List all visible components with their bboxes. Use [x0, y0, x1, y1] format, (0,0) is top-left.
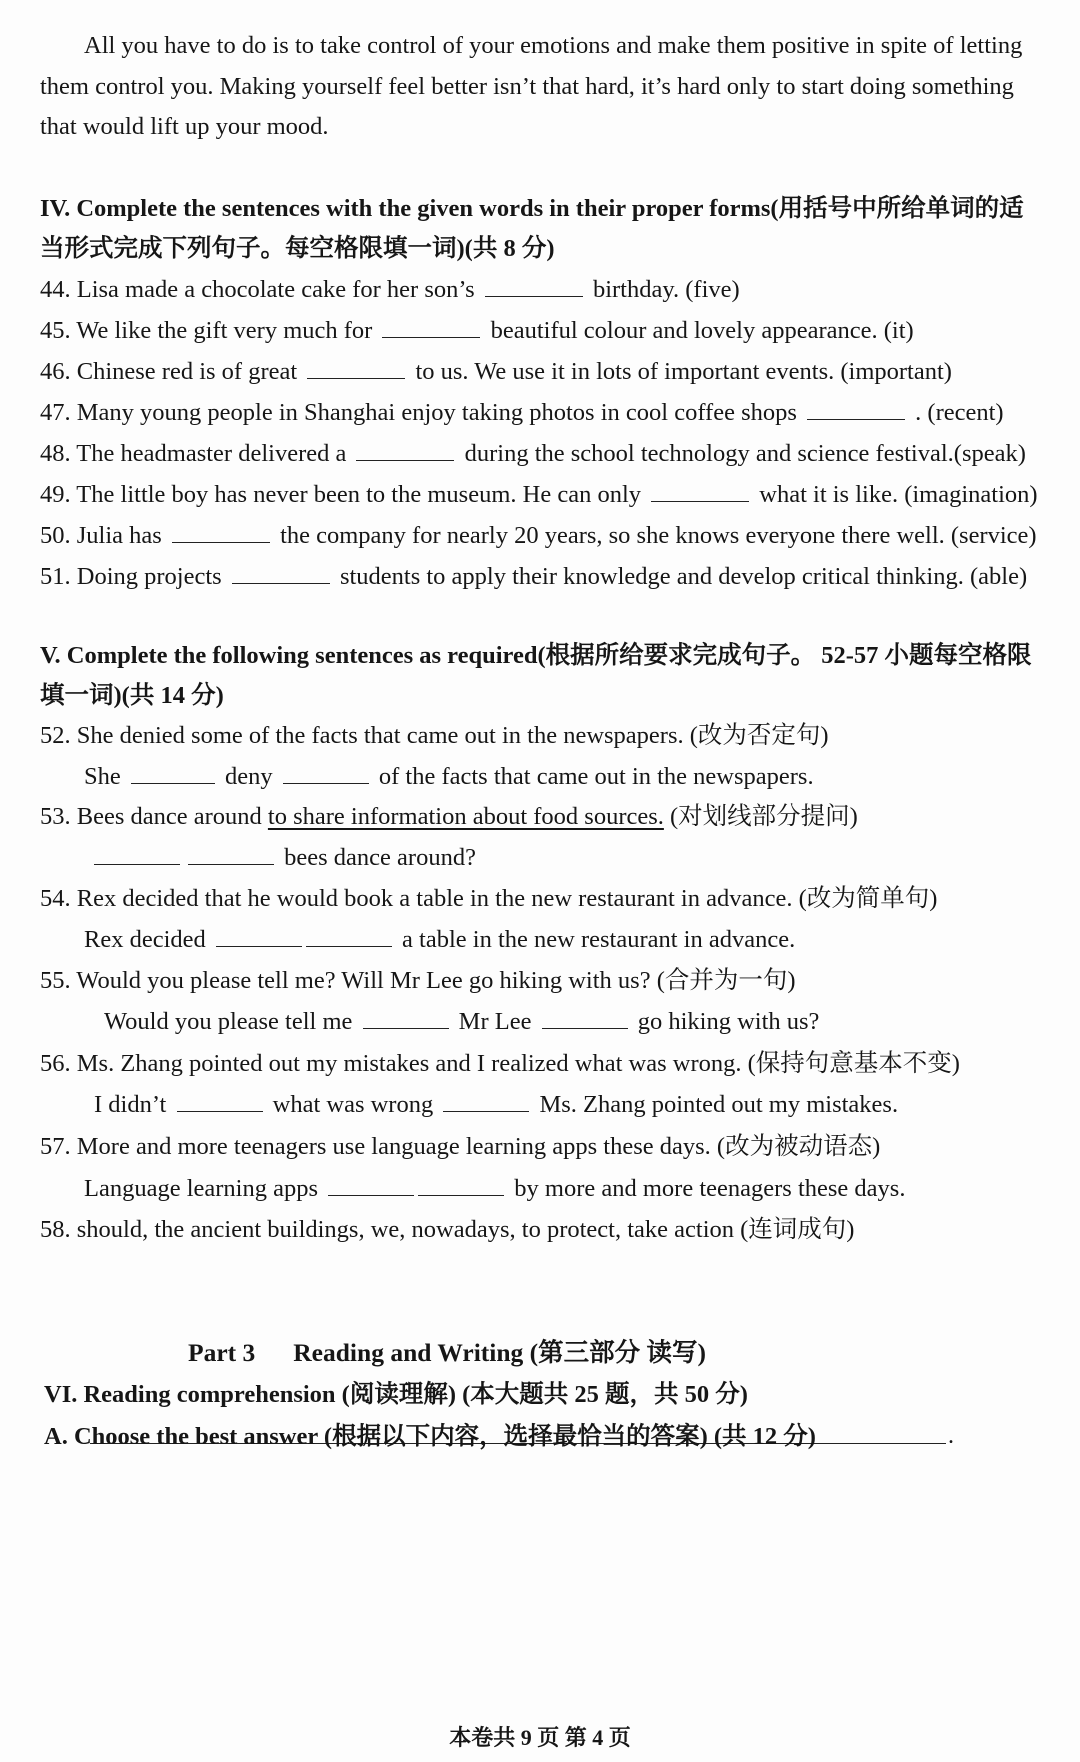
- answer-53-part-1: bees dance around?: [284, 844, 476, 871]
- question-44: [40, 273, 740, 307]
- question-46-text: 46. Chinese red is of great: [40, 358, 298, 385]
- answer-blank-53b[interactable]: [188, 844, 274, 865]
- section-6-heading: VI. Reading comprehension (阅读理解) (本大题共 25 题，共 50 分): [44, 1381, 748, 1408]
- part-3-heading: [188, 1336, 706, 1370]
- answer-56-part-2: what was wrong: [272, 1091, 434, 1118]
- answer-53: [94, 841, 476, 875]
- question-46: [40, 355, 952, 389]
- question-49-text: 49. The little boy has never been to the museum. He can only: [40, 481, 642, 508]
- passage-line-2: them control you. Making yourself feel better isn’t that hard, it’s hard only to start doing something: [40, 73, 1014, 100]
- question-47: [40, 396, 1004, 430]
- answer-52-part-1: She: [84, 763, 121, 790]
- answer-blank-53a[interactable]: [94, 844, 180, 865]
- answer-blank-57a[interactable]: [328, 1175, 414, 1196]
- answer-55: [104, 1005, 819, 1039]
- question-45-text: 45. We like the gift very much for: [40, 317, 373, 344]
- answer-55-part-3: go hiking with us?: [637, 1008, 820, 1035]
- question-58: 58. should, the ancient buildings, we, nowadays, to protect, take action (连词成句): [40, 1216, 855, 1243]
- question-51-text: 51. Doing projects: [40, 563, 222, 590]
- answer-56: [94, 1088, 898, 1122]
- question-48-hint: during the school technology and science festival.(speak): [464, 440, 1026, 467]
- answer-55-part-2: Mr Lee: [458, 1008, 532, 1035]
- answer-58-end-mark: .: [948, 1423, 954, 1449]
- question-54: 54. Rex decided that he would book a table in the new restaurant in advance. (改为简单句): [40, 885, 938, 912]
- page-footer: 本卷共 9 页 第 4 页: [449, 1725, 631, 1750]
- section-5-heading-line-2: 填一词)(共 14 分): [40, 682, 224, 709]
- answer-blank-45[interactable]: [382, 317, 480, 338]
- answer-57-part-2: by more and more teenagers these days.: [514, 1175, 906, 1202]
- question-57: 57. More and more teenagers use language learning apps these days. (改为被动语态): [40, 1133, 881, 1160]
- question-53-underlined-part: to share information about food sources.: [267, 803, 664, 830]
- answer-blank-46[interactable]: [307, 358, 405, 379]
- question-51: [40, 560, 1027, 594]
- question-44-hint: birthday. (five): [592, 276, 740, 303]
- question-53: [40, 800, 858, 834]
- answer-blank-52b[interactable]: [283, 763, 369, 784]
- question-48: [40, 437, 1026, 471]
- question-47-hint: . (recent): [915, 399, 1004, 426]
- question-49-hint: what it is like. (imagination): [759, 481, 1038, 508]
- question-50: [40, 519, 1037, 553]
- answer-blank-55b[interactable]: [542, 1008, 628, 1029]
- section-4-heading-line-2: 当形式完成下列句子。每空格限填一词)(共 8 分): [40, 235, 555, 262]
- answer-blank-48[interactable]: [356, 440, 454, 461]
- answer-blank-57b[interactable]: [418, 1175, 504, 1196]
- answer-52-part-2: deny: [225, 763, 273, 790]
- question-55: 55. Would you please tell me? Will Mr Lee go hiking with us? (合并为一句): [40, 967, 796, 994]
- answer-blank-56b[interactable]: [443, 1091, 529, 1112]
- question-50-text: 50. Julia has: [40, 522, 162, 549]
- passage-line-3: that would lift up your mood.: [40, 113, 329, 140]
- answer-54-part-1: Rex decided: [84, 926, 206, 953]
- question-49: [40, 478, 1038, 512]
- answer-52: [84, 760, 814, 794]
- answer-blank-52a[interactable]: [131, 763, 215, 784]
- answer-blank-50[interactable]: [172, 522, 270, 543]
- question-45: [40, 314, 914, 348]
- answer-blank-54a[interactable]: [216, 926, 302, 947]
- part-3-label: Part 3: [188, 1338, 256, 1367]
- question-51-hint: students to apply their knowledge and develop critical thinking. (able): [339, 563, 1028, 590]
- question-52: 52. She denied some of the facts that came out in the newspapers. (改为否定句): [40, 722, 829, 749]
- answer-blank-56a[interactable]: [177, 1091, 263, 1112]
- part-3-title: Reading and Writing (第三部分 读写): [293, 1338, 707, 1367]
- question-47-text: 47. Many young people in Shanghai enjoy taking photos in cool coffee shops: [40, 399, 797, 426]
- answer-blank-51[interactable]: [232, 563, 330, 584]
- answer-blank-54b[interactable]: [306, 926, 392, 947]
- answer-blank-44[interactable]: [485, 276, 583, 297]
- question-53-instruction: (对划线部分提问): [670, 803, 858, 830]
- answer-55-part-1: Would you please tell me: [104, 1008, 353, 1035]
- question-44-text: 44. Lisa made a chocolate cake for her son’s: [40, 276, 475, 303]
- question-46-hint: to us. We use it in lots of important events. (important): [415, 358, 952, 385]
- answer-blank-55a[interactable]: [363, 1008, 449, 1029]
- section-a-heading: A. Choose the best answer (根据以下内容，选择最恰当的答案) (共 12 分): [44, 1423, 816, 1450]
- answer-56-part-3: Ms. Zhang pointed out my mistakes.: [539, 1091, 899, 1118]
- question-45-hint: beautiful colour and lovely appearance. (it): [490, 317, 914, 344]
- answer-56-part-1: I didn’t: [94, 1091, 167, 1118]
- answer-57: [84, 1172, 905, 1206]
- answer-57-part-1: Language learning apps: [84, 1175, 319, 1202]
- answer-54: [84, 923, 795, 957]
- question-50-hint: the company for nearly 20 years, so she knows everyone there well. (service): [280, 522, 1037, 549]
- answer-54-part-2: a table in the new restaurant in advance.: [402, 926, 796, 953]
- answer-52-part-3: of the facts that came out in the newspapers.: [378, 763, 814, 790]
- section-4-heading-line-1: IV. Complete the sentences with the given words in their proper forms(用括号中所给单词的适: [40, 195, 1024, 222]
- section-5-heading-line-1: V. Complete the following sentences as required(根据所给要求完成句子。 52-57 小题每空格限: [40, 642, 1032, 669]
- question-56: 56. Ms. Zhang pointed out my mistakes and I realized what was wrong. (保持句意基本不变): [40, 1050, 960, 1077]
- answer-blank-49[interactable]: [651, 481, 749, 502]
- answer-blank-47[interactable]: [807, 399, 905, 420]
- question-48-text: 48. The headmaster delivered a: [40, 440, 347, 467]
- question-53-text: 53. Bees dance around: [40, 803, 262, 830]
- passage-line-1: All you have to do is to take control of your emotions and make them positive in spite of letting: [84, 32, 1023, 59]
